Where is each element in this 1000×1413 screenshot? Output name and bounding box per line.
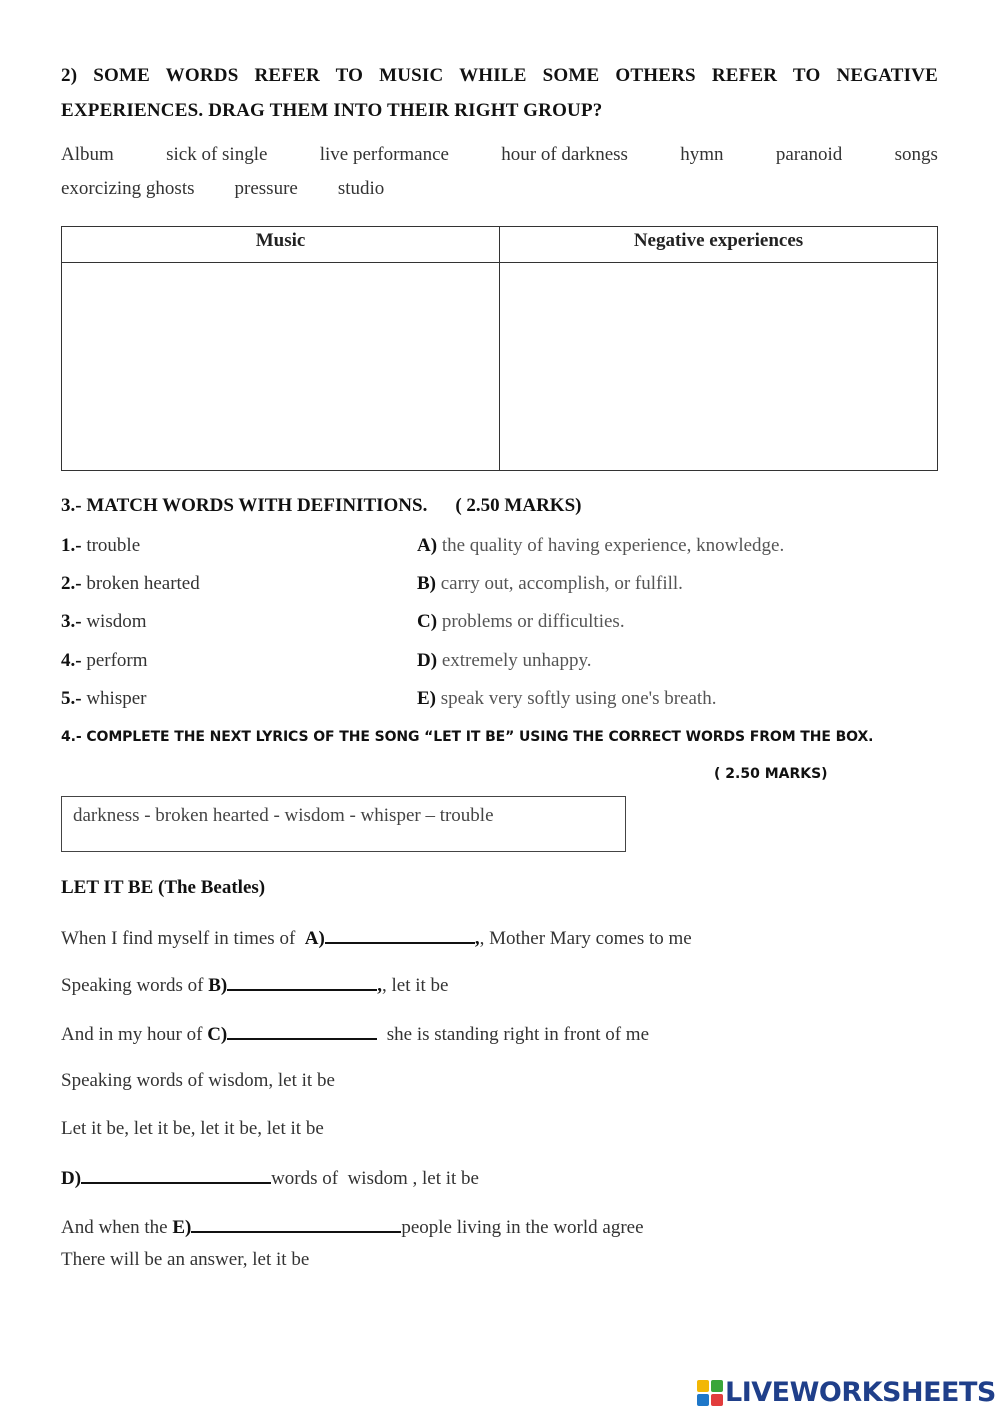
- question-4-title: 4.- COMPLETE THE NEXT LYRICS OF THE SONG “LET IT BE” USING THE CORRECT WORDS FROM THE BOX.: [61, 729, 874, 745]
- definition-text: extremely unhappy.: [441, 650, 592, 671]
- definition-text: speak very softly using one's breath.: [440, 688, 717, 709]
- blank-label: E): [172, 1217, 192, 1238]
- logo-square: [711, 1394, 723, 1406]
- answer-blank[interactable]: [227, 973, 377, 991]
- match-definition[interactable]: [417, 611, 625, 633]
- lyric-text: And in my hour of: [61, 1024, 208, 1045]
- match-term[interactable]: [61, 573, 200, 595]
- term-number: 3.-: [61, 611, 82, 632]
- term-number: 4.-: [61, 650, 82, 671]
- draggable-word[interactable]: hymn: [680, 144, 724, 165]
- logo-square: [697, 1394, 709, 1406]
- draggable-word[interactable]: paranoid: [775, 144, 843, 165]
- logo-text: LIVEWORKSHEETS: [725, 1377, 996, 1408]
- match-term[interactable]: [61, 535, 140, 557]
- liveworksheets-logo: [697, 1377, 996, 1408]
- term-text: whisper: [86, 688, 147, 709]
- definition-text: problems or difficulties.: [441, 611, 625, 632]
- definition-text: carry out, accomplish, or fulfill.: [440, 573, 683, 594]
- word-bank-row-1: [61, 144, 938, 166]
- match-term[interactable]: [61, 688, 146, 710]
- term-text: perform: [86, 650, 148, 671]
- question-3-marks: ( 2.50 MARKS): [455, 495, 582, 516]
- lyric-line: There will be an answer, let it be: [61, 1249, 310, 1270]
- question-3-text: 3.- MATCH WORDS WITH DEFINITIONS.: [61, 495, 428, 516]
- answer-blank[interactable]: [191, 1215, 401, 1233]
- lyric-text: words of wisdom , let it be: [271, 1168, 479, 1189]
- match-definition[interactable]: [417, 573, 683, 595]
- draggable-word[interactable]: pressure: [234, 178, 298, 199]
- lyric-line: [61, 1215, 644, 1239]
- match-term[interactable]: [61, 650, 148, 672]
- negative-experiences-column: [499, 227, 937, 470]
- question-2-title: 2) SOME WORDS REFER TO MUSIC WHILE SOME OTHERS REFER TO NEGATIVE EXPERIENCES. DRAG THEM INTO THEIR RIGHT GROUP?: [61, 65, 938, 121]
- match-term[interactable]: [61, 611, 147, 633]
- term-text: broken hearted: [86, 573, 200, 594]
- draggable-word[interactable]: songs: [894, 144, 938, 165]
- lyric-line: When I find myself in times of A) ,, Mother Mary comes to me: [61, 928, 692, 949]
- blank-label: D): [61, 1168, 82, 1189]
- blank-label: A): [304, 928, 325, 949]
- term-text: wisdom: [86, 611, 147, 632]
- music-drop-zone[interactable]: [62, 263, 499, 470]
- match-definition[interactable]: [417, 650, 591, 672]
- logo-square: [697, 1380, 709, 1392]
- lyric-line: Let it be, let it be, let it be, let it be: [61, 1118, 324, 1139]
- lyric-text: people living in the world agree: [401, 1217, 644, 1238]
- lyric-text: And when the: [61, 1217, 173, 1238]
- lyric-text: Speaking words of: [61, 975, 209, 996]
- sorting-table: [61, 226, 938, 471]
- lyric-line: Speaking words of B) ,, let it be: [61, 975, 449, 996]
- term-number: 5.-: [61, 688, 82, 709]
- lyric-text: When I find myself in times of: [61, 928, 305, 949]
- lyric-line: [61, 1166, 479, 1190]
- word-bank-row-2: [61, 178, 938, 200]
- music-column: [62, 227, 499, 470]
- question-4-marks: ( 2.50 MARKS): [714, 766, 828, 782]
- draggable-word[interactable]: hour of darkness: [501, 144, 628, 165]
- definition-letter: B): [417, 573, 436, 594]
- negative-experiences-drop-zone[interactable]: [500, 263, 937, 470]
- definition-letter: A): [417, 535, 438, 556]
- draggable-word[interactable]: live performance: [319, 144, 449, 165]
- logo-square: [711, 1380, 723, 1392]
- answer-blank[interactable]: [325, 926, 475, 944]
- draggable-word[interactable]: exorcizing ghosts: [61, 178, 195, 199]
- draggable-word[interactable]: Album: [61, 144, 114, 165]
- song-title: LET IT BE (The Beatles): [61, 877, 266, 898]
- draggable-word[interactable]: sick of single: [166, 144, 268, 165]
- match-definition[interactable]: [417, 535, 784, 557]
- blank-label: C): [207, 1024, 228, 1045]
- answer-blank[interactable]: [227, 1022, 377, 1040]
- lyric-text: , let it be: [381, 975, 449, 996]
- logo-icon: [697, 1380, 723, 1406]
- definition-letter: D): [417, 650, 438, 671]
- lyric-text: , Mother Mary comes to me: [479, 928, 692, 949]
- answer-blank[interactable]: [81, 1166, 271, 1184]
- lyric-line: Speaking words of wisdom, let it be: [61, 1070, 335, 1091]
- lyric-line: [61, 1022, 649, 1046]
- question-3-title: [61, 495, 581, 517]
- term-text: trouble: [86, 535, 141, 556]
- definition-letter: E): [417, 688, 436, 709]
- word-box: darkness - broken hearted - wisdom - whisper – trouble: [61, 796, 626, 852]
- blank-label: B): [208, 975, 228, 996]
- term-number: 1.-: [61, 535, 82, 556]
- music-column-header: Music: [62, 227, 499, 263]
- lyric-text: she is standing right in front of me: [377, 1024, 650, 1045]
- term-number: 2.-: [61, 573, 82, 594]
- definition-letter: C): [417, 611, 438, 632]
- draggable-word[interactable]: studio: [337, 178, 385, 199]
- match-definition[interactable]: [417, 688, 716, 710]
- negative-experiences-column-header: Negative experiences: [500, 227, 937, 263]
- definition-text: the quality of having experience, knowledge.: [441, 535, 785, 556]
